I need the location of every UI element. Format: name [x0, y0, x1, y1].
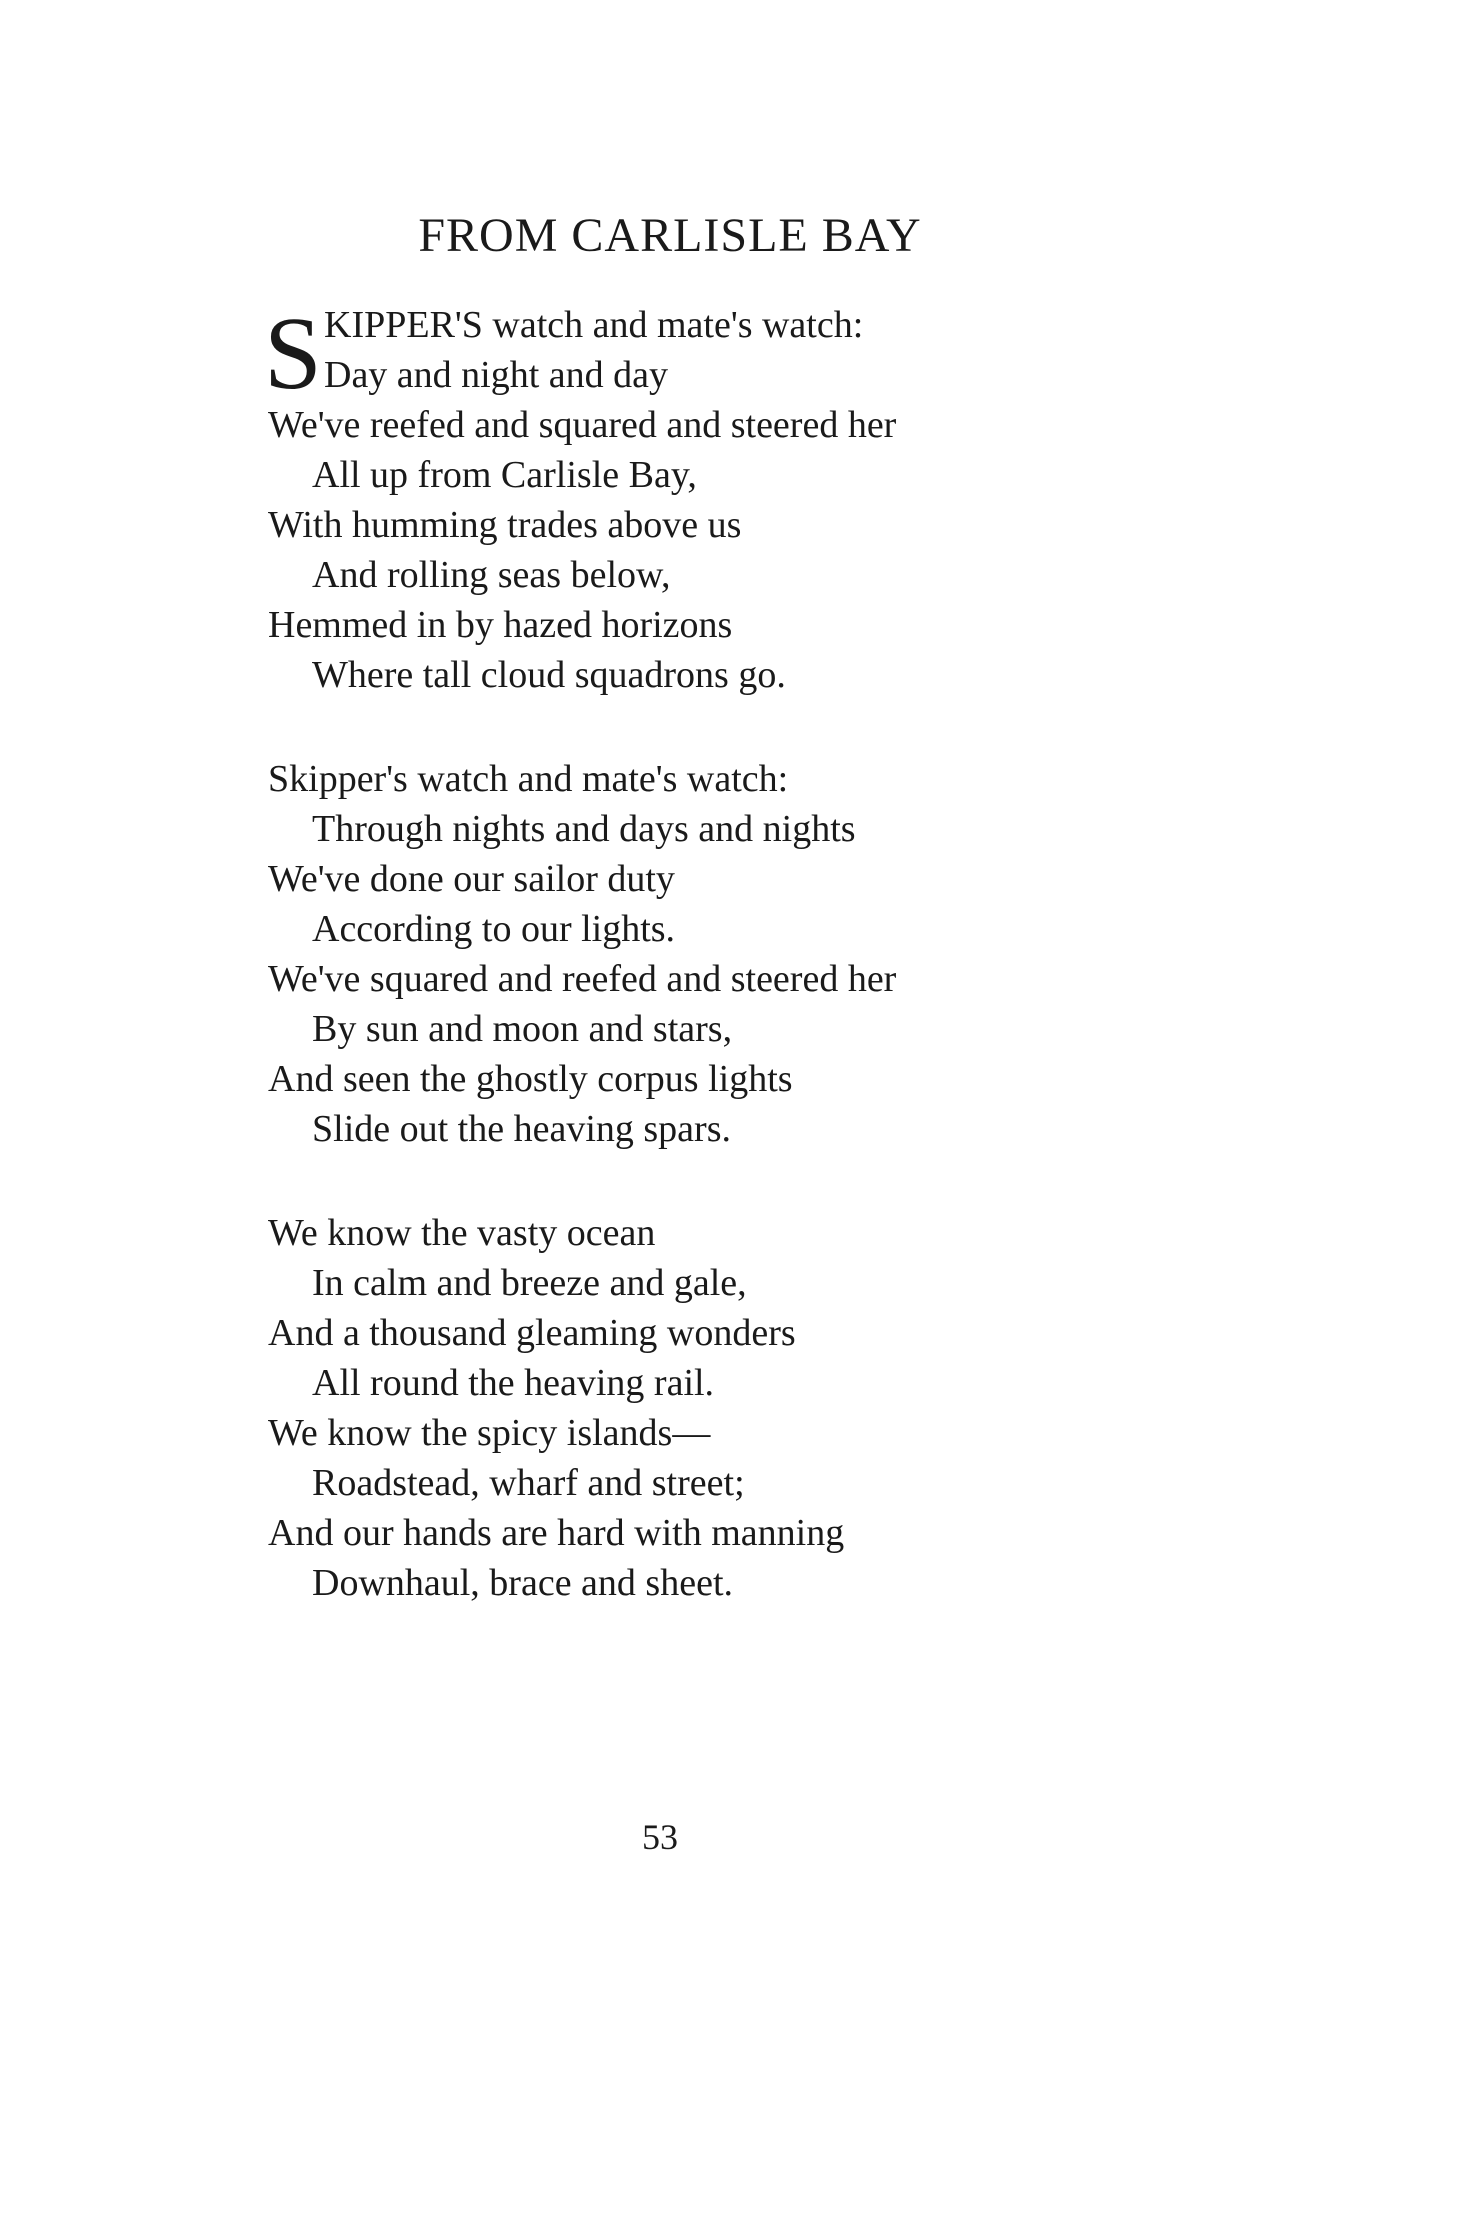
poem-line: All up from Carlisle Bay, — [312, 454, 697, 496]
poem-line: And seen the ghostly corpus lights — [268, 1058, 793, 1100]
stanza-divider — [268, 1154, 1368, 1208]
poem-line: With humming trades above us — [268, 504, 742, 546]
poem-line: We know the vasty ocean — [268, 1212, 656, 1254]
poem-line: Roadstead, wharf and street; — [312, 1462, 745, 1504]
poem-line: In calm and breeze and gale, — [312, 1262, 747, 1304]
drop-cap-letter: S — [264, 296, 322, 411]
poem-line: All round the heaving rail. — [312, 1362, 715, 1404]
drop-cap-block — [264, 296, 1368, 411]
poem-line: Through nights and days and nights — [312, 808, 856, 850]
poem-line: According to our lights. — [312, 908, 676, 950]
poem-line: Day and night and day — [324, 354, 669, 396]
poem-line: And rolling seas below, — [312, 554, 671, 596]
poem-line: Downhaul, brace and sheet. — [312, 1562, 734, 1604]
poem-line: KIPPER'S watch and mate's watch: — [324, 304, 864, 346]
stanza-divider — [268, 700, 1368, 754]
poem-line: And our hands are hard with manning — [268, 1512, 845, 1554]
poem-line: Where tall cloud squadrons go. — [312, 654, 786, 696]
poem-body — [264, 296, 1368, 1608]
poem-line: We've done our sailor duty — [268, 858, 675, 900]
poem-line: We've squared and reefed and steered her — [268, 958, 897, 1000]
poem-line: We've reefed and squared and steered her — [268, 404, 897, 446]
poem-line: We know the spicy islands— — [268, 1412, 711, 1454]
poem-title: FROM CARLISLE BAY — [418, 209, 922, 262]
stanza-1 — [264, 296, 1368, 700]
poem-line: Hemmed in by hazed horizons — [268, 604, 733, 646]
poem-line: And a thousand gleaming wonders — [268, 1312, 796, 1354]
page-number: 53 — [642, 1817, 678, 1857]
poem-line: Skipper's watch and mate's watch: — [268, 758, 789, 800]
stanza-2 — [268, 754, 1368, 1154]
poem-line: Slide out the heaving spars. — [312, 1108, 731, 1150]
poem-line: By sun and moon and stars, — [312, 1008, 733, 1050]
stanza-3 — [268, 1208, 1368, 1608]
